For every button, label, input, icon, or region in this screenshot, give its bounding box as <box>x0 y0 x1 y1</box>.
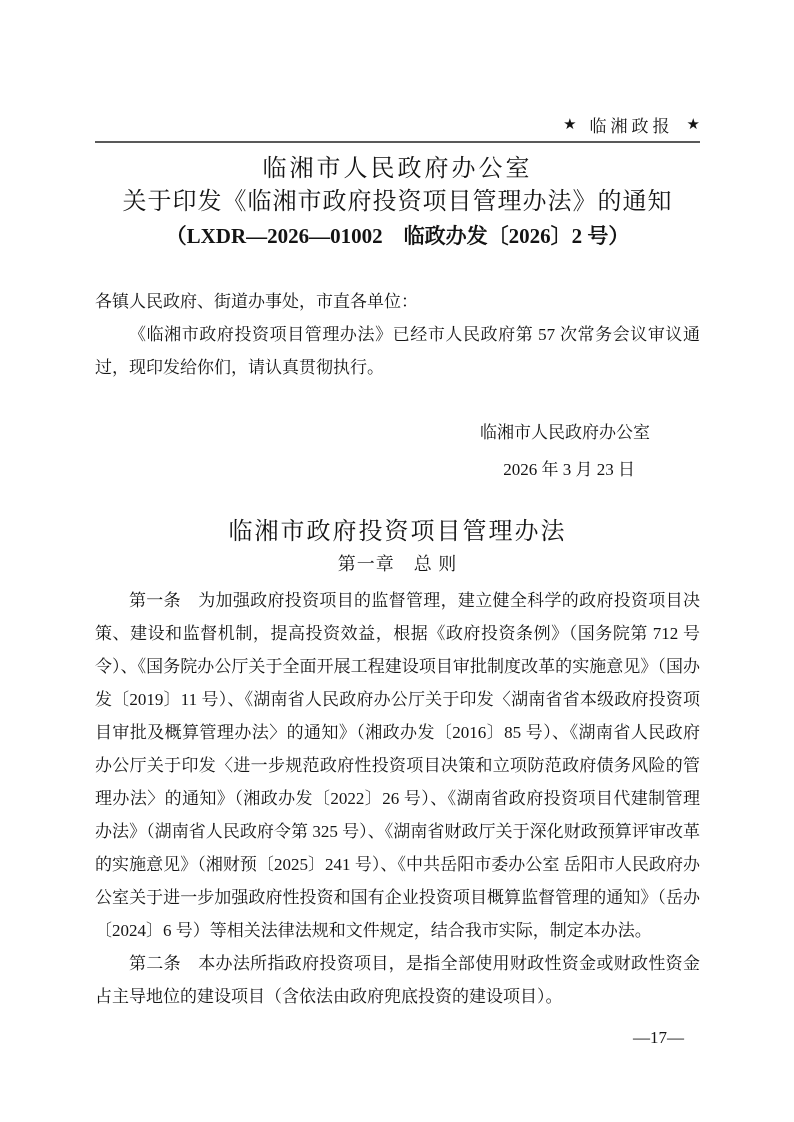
notice-subject-title: 关于印发《临湘市政府投资项目管理办法》的通知 <box>122 189 673 215</box>
salutation: 各镇人民政府、街道办事处，市直各单位： <box>95 292 418 311</box>
chapter-heading: 第一章 总 则 <box>337 554 458 574</box>
measures-title: 临湘市政府投资项目管理办法 <box>228 519 567 545</box>
masthead <box>95 111 700 138</box>
doc-number: （LXDR—2026—01002 临政办发〔2026〕2 号） <box>165 224 630 248</box>
header-rule <box>95 141 700 143</box>
article-paragraph: 第一条 为加强政府投资项目的监督管理，建立健全科学的政府投资项目决策、建设和监督机制，提高投资效益，根据《政府投资条例》（国务院第 712 号令）、《国务院办公厅关于全面开展工程建设项目审批制度改革的实施意见》（国办发〔2019〕11 号）、《湖南省人民政府办公厅关于印发〈湖南省省本级政府投资项目审批及概算管理办法〉的通知》（湘政办发〔2016〕85 号）、《湖南省人民政府办公厅关于印发〈进一步规范政府性投资项目决策和立项防范政府债务风险的管理办法〉的通知》（湘政办发〔2022〕26 号）、《湖南省政府投资项目代建制管理办法》（湖南省人民政府令第 325 号）、《湖南省财政厅关于深化财政预算评审改革的实施意见》（湘财预〔2025〕241 号）、《中共岳阳市委办公室 岳阳市人民政府办公室关于进一步加强政府性投资和国有企业投资项目概算监督管理的通知》（岳办〔2024〕6 号）等相关法律法规和文件规定，结合我市实际，制定本办法。 <box>95 591 700 940</box>
masthead-title: 临湘政报 <box>589 117 674 136</box>
notice-body-paragraph: 《临湘市政府投资项目管理办法》已经市人民政府第 57 次常务会议审议通过，现印发给你们，请认真贯彻执行。 <box>95 325 700 377</box>
article-paragraph: 第二条 本办法所指政府投资项目，是指全部使用财政性资金或财政性资金占主导地位的建设项目（含依法由政府兜底投资的建设项目）。 <box>95 954 700 1006</box>
signer-name: 临湘市人民政府办公室 <box>480 423 650 442</box>
star-left-icon: ★ <box>563 116 577 133</box>
page-number: —17— <box>633 1028 684 1047</box>
articles-section <box>95 584 700 1013</box>
signature-block <box>95 416 700 486</box>
signature-date: 2026 年 3 月 23 日 <box>503 460 635 479</box>
star-right-icon: ★ <box>686 116 700 133</box>
notice-org-title: 临湘市人民政府办公室 <box>262 156 533 182</box>
